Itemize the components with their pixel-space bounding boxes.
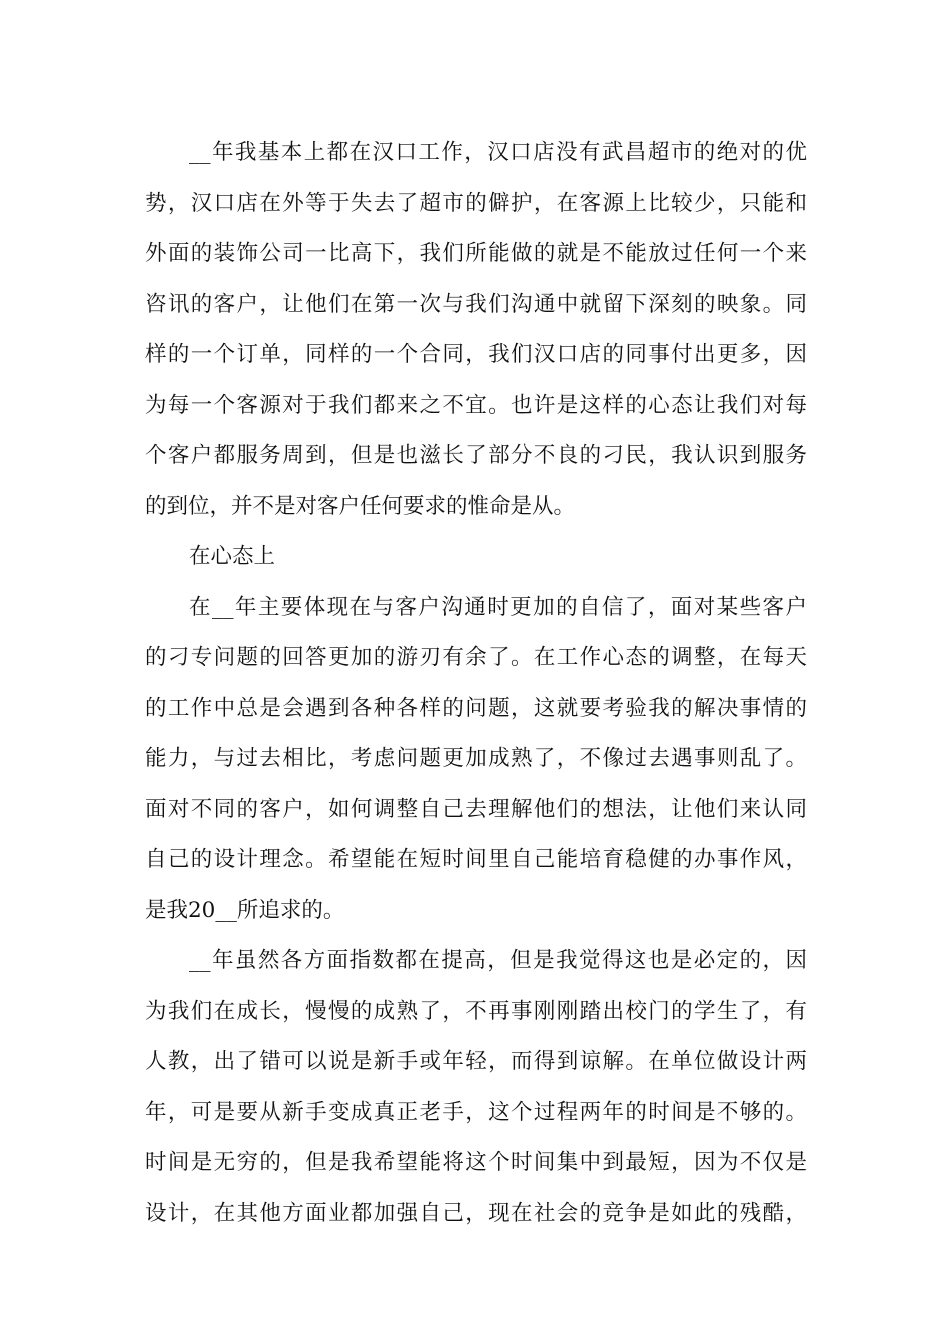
text-line: 年，可是要从新手变成真正老手，这个过程两年的时间是不够的。: [145, 1099, 807, 1125]
text-line: 能力，与过去相比，考虑问题更加成熟了，不像过去遇事则乱了。: [145, 746, 807, 771]
text-line: 势，汉口店在外等于失去了超市的僻护，在客源上比较少，只能和: [145, 190, 807, 216]
text-line: 样的一个订单，同样的一个合同，我们汉口店的同事付出更多，因: [145, 342, 807, 367]
paragraph-growth: [145, 936, 807, 1239]
text-line: 咨讯的客户，让他们在第一次与我们沟通中就留下深刻的映象。同: [145, 291, 807, 317]
text-line: 个客户都服务周到，但是也滋长了部分不良的刁民，我认识到服务: [145, 443, 807, 468]
text-line: 为我们在成长，慢慢的成熟了，不再事刚刚踏出校门的学生了，有: [145, 998, 807, 1024]
paragraph-hankou-store: [145, 128, 807, 532]
document-body: [145, 128, 807, 1239]
section-heading-mindset: [145, 532, 807, 583]
text-line: 在__年主要体现在与客户沟通时更加的自信了，面对某些客户: [189, 594, 807, 620]
text-line: 设计，在其他方面业都加强自己，现在社会的竞争是如此的残酷，: [145, 1200, 807, 1226]
text-line: __年我基本上都在汉口工作，汉口店没有武昌超市的绝对的优: [189, 140, 807, 165]
text-line: 面对不同的客户，如何调整自己去理解他们的想法，让他们来认同: [145, 796, 807, 822]
text-line: __年虽然各方面指数都在提高，但是我觉得这也是必定的，因: [189, 948, 807, 973]
text-line: 的到位，并不是对客户任何要求的惟命是从。: [145, 493, 576, 519]
text-line: 是我20__所追求的。: [145, 897, 345, 923]
text-line: 的工作中总是会遇到各种各样的问题，这就要考验我的解决事情的: [145, 695, 807, 721]
paragraph-mindset: [145, 583, 807, 937]
text-line: 人教，出了错可以说是新手或年轻，而得到谅解。在单位做设计两: [145, 1049, 807, 1074]
text-line: 为每一个客源对于我们都来之不宜。也许是这样的心态让我们对每: [145, 392, 807, 418]
text-line: 时间是无穷的，但是我希望能将这个时间集中到最短，因为不仅是: [145, 1150, 807, 1175]
text-line: 外面的装饰公司一比高下，我们所能做的就是不能放过任何一个来: [145, 241, 807, 266]
heading-line: 在心态上: [189, 544, 276, 569]
text-line: 的刁专问题的回答更加的游刃有余了。在工作心态的调整，在每天: [145, 645, 807, 670]
text-line: 自己的设计理念。希望能在短时间里自己能培育稳健的办事作风，: [145, 847, 807, 872]
